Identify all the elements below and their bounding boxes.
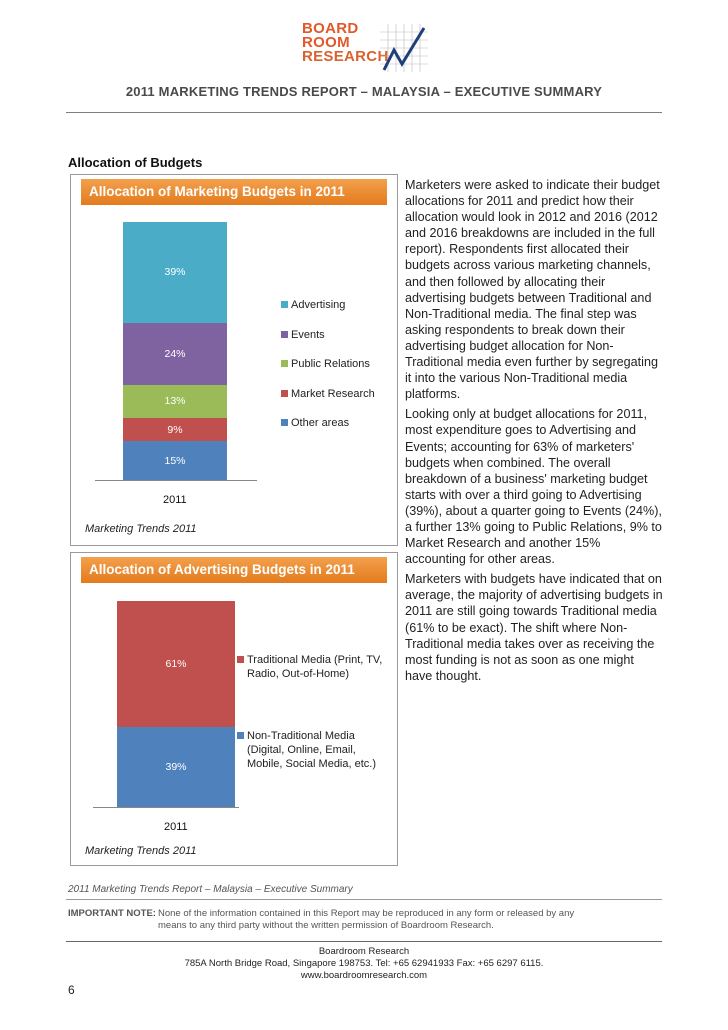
- data-label: 39%: [164, 266, 186, 279]
- legend-label: Advertising: [291, 299, 346, 311]
- advertising-budget-chart-panel: [70, 552, 398, 866]
- bar-segment-other: [123, 441, 227, 480]
- legend-item: [281, 387, 391, 401]
- header-divider: [66, 112, 662, 113]
- legend-label: Events: [291, 328, 325, 341]
- x-tick-label: 2011: [163, 494, 187, 506]
- logo-line-2: ROOM: [302, 34, 350, 51]
- important-note-text: None of the information contained in this Report may be reproduced in any form or released by any means to any third party without the written permission of Boardroom Research.: [158, 908, 575, 931]
- page-number: 6: [68, 983, 75, 997]
- legend-item: [237, 653, 387, 681]
- logo-line-1: BOARD: [302, 20, 359, 37]
- x-axis: [93, 807, 239, 808]
- data-label: 9%: [167, 423, 183, 436]
- bar-segment-public: [123, 385, 227, 419]
- page-header-title: 2011 MARKETING TRENDS REPORT – MALAYSIA – EXECUTIVE SUMMARY: [125, 84, 603, 99]
- legend-label: Other areas: [291, 417, 350, 429]
- footer-company: Boardroom Research: [318, 946, 410, 957]
- important-note-label: IMPORTANT NOTE:: [68, 908, 156, 919]
- legend-swatch: [281, 419, 288, 426]
- legend-swatch: [281, 390, 288, 397]
- logo-wordmark: [302, 22, 389, 64]
- advertising-budget-chart: [71, 553, 397, 865]
- data-label: 13%: [164, 395, 186, 408]
- footer-report-title: 2011 Marketing Trends Report – Malaysia – Executive Summary: [68, 884, 353, 895]
- footer-divider-bottom: [66, 941, 662, 942]
- legend-swatch: [237, 656, 244, 663]
- legend-label: Public Relations: [291, 358, 370, 370]
- paragraph-3: Marketers with budgets have indicated that on average, the majority of advertising budgets in 2011 are still going towards Traditional media (61% to be exact). The shift where Non-Traditional media takes over as receiving the most funding is not as soon as one might have thought.: [405, 572, 663, 683]
- advertising-budget-chart-title: Allocation of Advertising Budgets in 2011: [81, 557, 387, 583]
- bar-segment-events: [123, 323, 227, 385]
- footer-website[interactable]: www.boardroomresearch.com: [300, 970, 428, 981]
- legend-item: [281, 416, 391, 430]
- data-label: 39%: [165, 760, 187, 773]
- legend-item: [281, 298, 391, 312]
- marketing-budget-chart: [71, 175, 397, 545]
- legend-swatch: [281, 360, 288, 367]
- data-label: 15%: [164, 454, 186, 467]
- footer-divider-top: [66, 899, 662, 900]
- legend-label: Market Research: [291, 387, 375, 400]
- x-tick-label: 2011: [164, 821, 188, 833]
- legend-swatch: [237, 732, 244, 739]
- legend-swatch: [281, 301, 288, 308]
- company-logo: [302, 22, 430, 80]
- legend-item: [237, 729, 387, 771]
- footer-address: 785A North Bridge Road, Singapore 198753. Tel: +65 62941933 Fax: +65 6297 6115.: [184, 958, 544, 969]
- data-label: 61%: [165, 657, 187, 670]
- bar-segment-traditional: [117, 601, 235, 727]
- section-title: Allocation of Budgets: [68, 155, 203, 170]
- marketing-budget-chart-title: Allocation of Marketing Budgets in 2011: [81, 179, 387, 205]
- bar-segment-nontraditional: [117, 727, 235, 807]
- marketing-budget-chart-source: Marketing Trends 2011: [85, 523, 197, 535]
- data-label: 24%: [164, 347, 186, 360]
- paragraph-1: Marketers were asked to indicate their budget allocations for 2011 and predict how their allocation would look in 2012 and 2016 (2012 and 2016 breakdowns are included in the full report). Respondents first allocated their budgets across various marketing channels, and then followed by allocating their advertising budgets between Traditional and Non-Traditional media. The final step was asking respondents to break down their advertising budget allocation for Non-Traditional media even further by segregating it into the various Non-Traditional media platforms.: [405, 178, 660, 402]
- legend-swatch: [281, 331, 288, 338]
- advertising-budget-chart-source: Marketing Trends 2011: [85, 845, 197, 857]
- paragraph-2: Looking only at budget allocations for 2011, most expenditure goes to Advertising and Events; accounting for 63% of marketers' budgets when combined. The overall breakdown of a business' marketing budget starts with over a third going to Advertising (39%), about a quarter going to Events (24%), a further 13% going to Public Relations, 9% to Market Research and another 15% accounting for other areas.: [405, 407, 662, 567]
- legend-label: Traditional Media (Print, TV, Radio, Out-of-Home): [247, 654, 383, 680]
- legend-label: Non-Traditional Media (Digital, Online, Email, Mobile, Social Media, etc.): [247, 730, 376, 770]
- trend-chart-icon: [380, 24, 428, 72]
- bar-segment-market: [123, 418, 227, 441]
- x-axis: [95, 480, 257, 481]
- legend-item: [281, 357, 391, 371]
- marketing-budget-chart-panel: [70, 174, 398, 546]
- footer-contact: [0, 946, 728, 982]
- body-text: [405, 177, 663, 688]
- bar-segment-advertising: [123, 222, 227, 323]
- legend-item: [281, 328, 391, 342]
- logo-line-3: RESEARCH: [302, 48, 389, 65]
